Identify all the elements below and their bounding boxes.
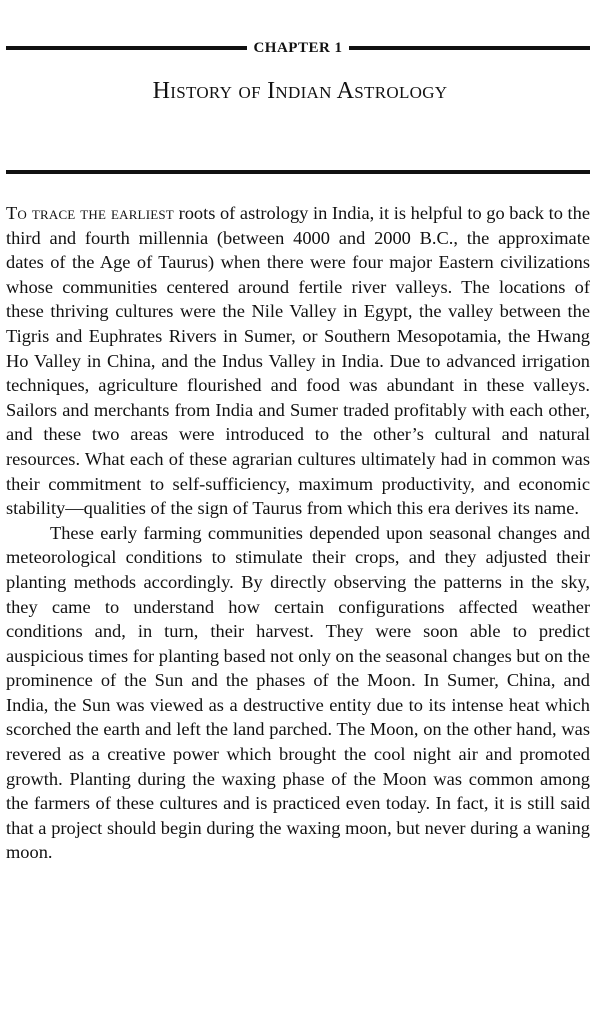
paragraph-1 — [6, 201, 590, 521]
chapter-header-rule — [6, 38, 590, 58]
paragraph-2: These early farming communities depended upon seasonal changes and meteorological conditions to stimulate their crops, and they adjusted their planting methods accordingly. By directly observing the patterns in the sky, they came to understand how certain configurations affected weather conditions and, in turn, their harvest. They were soon able to predict auspicious times for planting based not only on the seasonal changes but on the prominence of the Sun and the phases of the Moon. In Sumer, China, and India, the Sun was viewed as a destructive entity due to its intense heat which scorched the earth and left the land parched. The Moon, on the other hand, was revered as a creative power which brought the cool night air and promoted growth. Planting during the waxing phase of the Moon was common among the farmers of these cultures and is practiced even today. In fact, it is still said that a project should begin during the waxing moon, but never during a waning moon. — [6, 522, 590, 863]
title-divider — [6, 170, 590, 174]
rule-right — [349, 46, 590, 50]
body-text — [6, 201, 590, 865]
chapter-title: History of Indian Astrology — [152, 78, 448, 104]
chapter-label: CHAPTER 1 — [253, 39, 343, 56]
paragraph-1-text: roots of astrology in India, it is helpful to go back to the third and fourth millennia (between 4000 and 2000 B.C., the approximate dates of the Age of Taurus) when there were four major Eastern civilizations whose communities centered around fertile river valleys. The locations of these thriving cultures were the Nile Valley in Egypt, the valley between the Tigris and Euphrates Rivers in Sumer, or Southern Mesopotamia, the Hwang Ho Valley in China, and the Indus Valley in India. Due to advanced irrigation techniques, agriculture flourished and food was abundant in these valleys. Sailors and merchants from India and Sumer traded profitably with each other, and these two areas were introduced to the other’s cultural and natural resources. What each of these agrarian cultures ultimately had in common was their commitment to self-sufficiency, maximum productivity, and economic stability—qualities of the sign of Taurus from which this era derives its name. — [6, 203, 590, 519]
rule-left — [6, 46, 247, 50]
paragraph-lead: To trace the earliest — [6, 203, 174, 223]
